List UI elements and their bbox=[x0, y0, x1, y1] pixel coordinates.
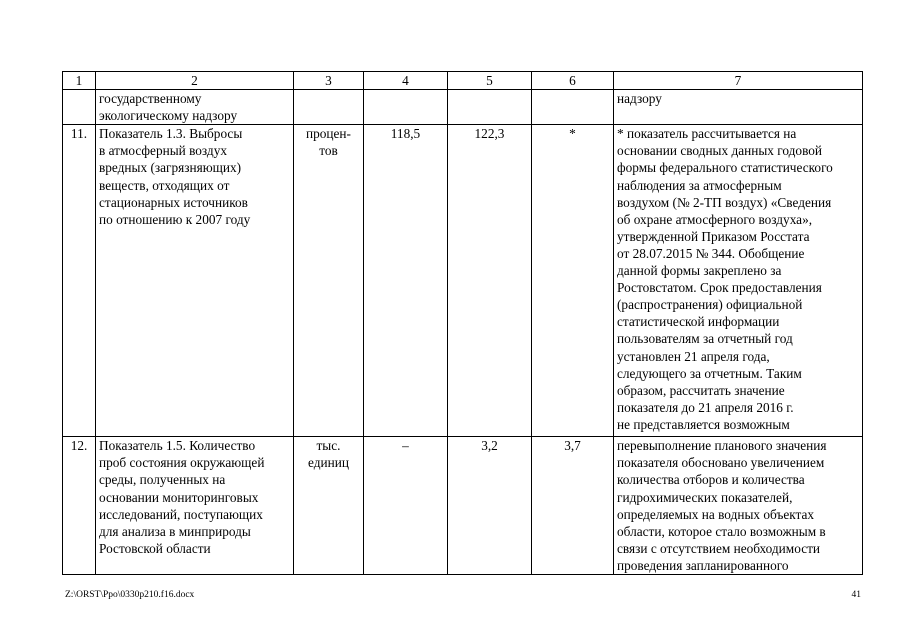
table-row bbox=[63, 437, 863, 575]
text-line: показателя обосновано увеличением bbox=[617, 455, 825, 471]
text-line: Показатель 1.5. Количество bbox=[99, 438, 256, 454]
fact-value-cell: 122,3 bbox=[448, 125, 532, 437]
text-line: показателя до 21 апреля 2016 г. bbox=[617, 399, 794, 415]
row-number-cell bbox=[63, 90, 96, 125]
note-cell bbox=[614, 125, 863, 437]
text-line: (распространения) официальной bbox=[617, 297, 803, 313]
text-line: проб состояния окружающей bbox=[99, 455, 265, 471]
text-line: формы федерального статистического bbox=[617, 160, 833, 176]
table-row bbox=[63, 125, 863, 437]
header-cell: 1 bbox=[63, 72, 96, 90]
header-cell: 2 bbox=[96, 72, 294, 90]
page-footer bbox=[65, 590, 861, 600]
fact-value-cell: 3,2 bbox=[448, 437, 532, 575]
text-line: основании мониторинговых bbox=[99, 489, 259, 505]
note-cell bbox=[614, 90, 863, 125]
text-line: определяемых на водных объектах bbox=[617, 506, 815, 522]
text-line: государственному bbox=[99, 91, 202, 107]
text-line: установлен 21 апреля года, bbox=[617, 348, 770, 364]
text-line: следующего за отчетным. Таким bbox=[617, 365, 802, 381]
percent-cell: * bbox=[532, 125, 614, 437]
text-line: вредных (загрязняющих) bbox=[99, 160, 242, 176]
fact-value-cell bbox=[448, 90, 532, 125]
percent-cell bbox=[532, 90, 614, 125]
text-line: данной формы закреплено за bbox=[617, 263, 782, 279]
plan-value-cell: 118,5 bbox=[364, 125, 448, 437]
text-line: статистической информации bbox=[617, 314, 780, 330]
text-line: среды, полученных на bbox=[99, 472, 226, 488]
text-line: единиц bbox=[308, 455, 349, 471]
indicator-name-cell bbox=[96, 90, 294, 125]
text-line: для анализа в минприроды bbox=[99, 523, 251, 539]
text-line: по отношению к 2007 году bbox=[99, 211, 251, 227]
plan-value-cell bbox=[364, 90, 448, 125]
text-line: надзору bbox=[617, 91, 662, 107]
table-row bbox=[63, 90, 863, 125]
text-line: связи с отсутствием необходимости bbox=[617, 540, 821, 556]
text-line: Ростовстатом. Срок предоставления bbox=[617, 280, 822, 296]
text-line: гидрохимических показателей, bbox=[617, 489, 793, 505]
header-cell: 4 bbox=[364, 72, 448, 90]
data-table bbox=[62, 71, 863, 575]
text-line: об охране атмосферного воздуха», bbox=[617, 211, 813, 227]
text-line: от 28.07.2015 № 344. Обобщение bbox=[617, 245, 805, 261]
text-line: воздухом (№ 2-ТП воздух) «Сведения bbox=[617, 194, 832, 210]
page-number: 41 bbox=[851, 590, 861, 600]
header-cell: 6 bbox=[532, 72, 614, 90]
file-path: Z:\ORST\Ppo\0330p210.f16.docx bbox=[65, 590, 195, 600]
indicator-name-cell bbox=[96, 437, 294, 575]
text-line: тыс. bbox=[316, 438, 341, 454]
text-line: в атмосферный воздух bbox=[99, 143, 227, 159]
unit-cell bbox=[294, 437, 364, 575]
text-line: перевыполнение планового значения bbox=[617, 438, 827, 454]
text-line: основании сводных данных годовой bbox=[617, 143, 823, 159]
text-line: утвержденной Приказом Росстата bbox=[617, 228, 810, 244]
header-cell: 5 bbox=[448, 72, 532, 90]
indicator-name-cell bbox=[96, 125, 294, 437]
row-number-cell: 12. bbox=[63, 437, 96, 575]
text-line: стационарных источников bbox=[99, 194, 248, 210]
note-cell bbox=[614, 437, 863, 575]
text-line: Показатель 1.3. Выбросы bbox=[99, 126, 243, 142]
row-number-cell: 11. bbox=[63, 125, 96, 437]
text-line: образом, рассчитать значение bbox=[617, 382, 785, 398]
header-cell: 7 bbox=[614, 72, 863, 90]
text-line: * показатель рассчитывается на bbox=[617, 126, 797, 142]
unit-cell bbox=[294, 90, 364, 125]
header-row bbox=[63, 72, 863, 90]
text-line: экологическому надзору bbox=[99, 108, 238, 124]
plan-value-cell: – bbox=[364, 437, 448, 575]
text-line: тов bbox=[319, 143, 338, 159]
text-line: количества отборов и количества bbox=[617, 472, 805, 488]
text-line: не представляется возможным bbox=[617, 416, 790, 432]
text-line: процен- bbox=[306, 126, 351, 142]
header-cell: 3 bbox=[294, 72, 364, 90]
text-line: пользователям за отчетный год bbox=[617, 331, 793, 347]
unit-cell bbox=[294, 125, 364, 437]
text-line: веществ, отходящих от bbox=[99, 177, 230, 193]
text-line: Ростовской области bbox=[99, 540, 211, 556]
text-line: проведения запланированного bbox=[617, 557, 789, 573]
text-line: области, которое стало возможным в bbox=[617, 523, 826, 539]
text-line: наблюдения за атмосферным bbox=[617, 177, 782, 193]
text-line: исследований, поступающих bbox=[99, 506, 263, 522]
percent-cell: 3,7 bbox=[532, 437, 614, 575]
